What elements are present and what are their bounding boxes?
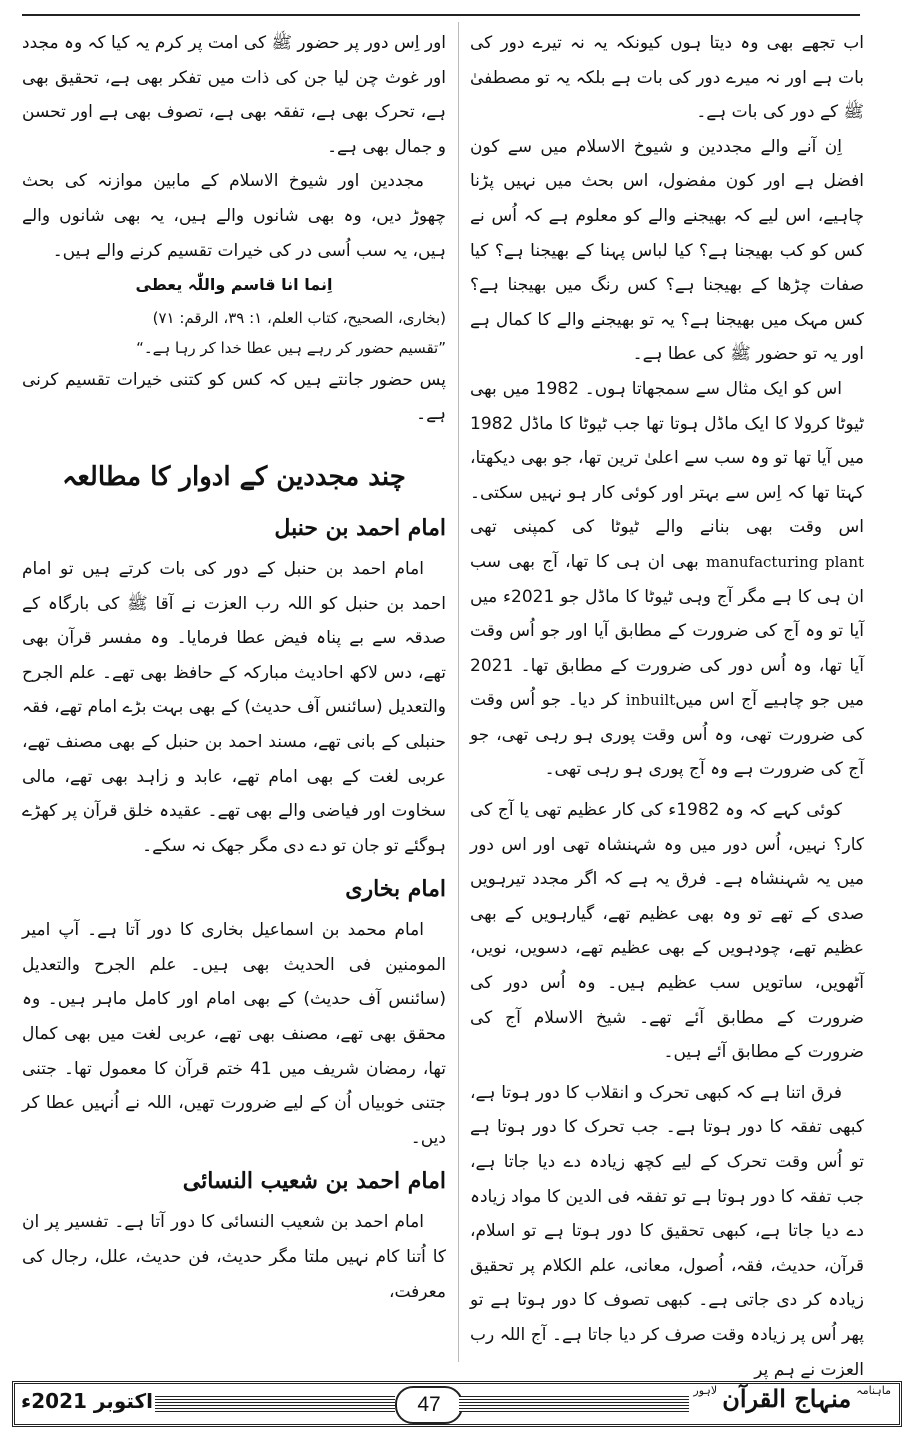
section-heading: چند مجددین کے ادوار کا مطالعہ bbox=[62, 461, 406, 492]
column-divider bbox=[458, 22, 459, 1362]
subheading-imam-nasai: امام احمد بن شعیب النسائی bbox=[182, 1168, 446, 1195]
paragraph-text: بھی ان ہی کا تھا، آج بھی سب ان ہی کا ہے مگر آج وہی ٹیوٹا کا ماڈل جو 2021ء میں آیا تو وہ آج کی ضرورت کے مطابق آیا اور جو اُس وقت آیا تھا، وہ اُس دور کی ضرورت کے مطابق تھا۔ 2021 میں جو چاہیے آج اس میں bbox=[470, 551, 865, 711]
left-column bbox=[22, 26, 446, 1362]
paragraph: اور اِس دور پر حضور ﷺ کی امت پر کرم یہ کیا کہ وہ مجدد اور غوث چن لیا جن کی ذات میں تفکر بھی ہے، تحقیق بھی ہے، تحرک بھی ہے، تفقہ بھی ہے، تصوف بھی ہے اور تحسن و جمال بھی ہے۔ bbox=[22, 33, 446, 157]
page-footer bbox=[12, 1381, 902, 1427]
paragraph: امام احمد بن حنبل کے دور کی بات کرتے ہیں تو امام احمد بن حنبل کو اللہ رب العزت نے آقا ﷺ کی بارگاہ کے صدقہ سے بے پناہ فیض عطا فرمایا۔ وہ مفسر قرآن بھی تھے، دس لاکھ احادیث مبارکہ کے حافظ بھی تھے۔ علم الجرح والتعدیل (سائنس آف حدیث) کے بھی بہت بڑے امام تھے، فقہ حنبلی کے بانی تھے، مسند احمد بن حنبل کے بھی مصنف تھے، عربی لغت کے بھی امام تھے، عابد و زاہد بھی تھے، مالی سخاوت اور فیاضی والے بھی تھے۔ عقیدہ خلق قرآن پر کھڑے ہوگئے تو جان تو دے دی مگر جھک نہ سکے۔ bbox=[22, 558, 446, 856]
paragraph: کوئی کہے کہ وہ 1982ء کی کار عظیم تھی یا آج کی کار؟ نہیں، اُس دور میں وہ شہنشاہ تھی اور اس دور میں یہ شہنشاہ ہے۔ فرق یہ ہے کہ اگر مجدد تیرہویں صدی کے تھے تو وہ بھی عظیم تھے، گیارہویں کے بھی عظیم تھے، چودہویں کے بھی عظیم تھے، دسویں، نویں، آٹھویں، ساتویں سب عظیم ہیں۔ وہ اُس دور کی ضرورت کے مطابق آئے تھے۔ شیخ الاسلام آج کی ضرورت کے مطابق آئے ہیں۔ bbox=[470, 800, 864, 1063]
page-number: 47 bbox=[395, 1386, 463, 1424]
paragraph: امام محمد بن اسماعیل بخاری کا دور آتا ہے۔ آپ امیر المومنین فی الحدیث بھی ہیں۔ علم الجرح والتعدیل (سائنس آف حدیث) کے بھی امام اور کامل ماہر ہیں۔ وہ محقق بھی تھے، مصنف بھی تھے، عربی لغت میں بھی کمال تھا، رمضان شریف میں 41 ختم قرآن کا معمول تھا۔ جتنی جتنی خوبیاں اُن کے لیے ضرورت تھیں، اللہ نے اُنہیں عطا کر دیں۔ bbox=[22, 920, 447, 1148]
paragraph: اب تجھے بھی وہ دیتا ہوں کیونکہ یہ نہ تیرے دور کی بات ہے اور نہ میرے دور کی بات ہے بلکہ یہ تو مصطفیٰ ﷺ کے دور کی بات ہے۔ bbox=[470, 33, 864, 123]
english-term: inbuilt bbox=[625, 691, 676, 710]
magazine-name: منہاج القرآن bbox=[722, 1384, 852, 1413]
magazine-label: ماہنامہ bbox=[856, 1384, 891, 1397]
paragraph: فرق اتنا ہے کہ کبھی تحرک و انقلاب کا دور ہوتا ہے، کبھی تفقہ کا دور ہوتا ہے۔ جب تحرک کا دور ہوتا ہے تو اُس وقت تحرک کے لیے کچھ زیادہ دے دیا جاتا ہے، جب تفقہ کا دور ہوتا ہے تو تفقہ فی الدین کا مواد زیادہ دے دیا جاتا ہے، کبھی تحقیق کا دور ہوتا ہے تو اسلام، قرآن، حدیث، فقہ، اُصول، معانی، علم الکلام پر تحقیق زیادہ کر دی جاتی ہے۔ کبھی تصوف کا دور ہوتا ہے تو پھر اُس پر زیادہ وقت صرف کر دیا جاتا ہے۔ آج اللہ رب العزت نے ہم پر bbox=[470, 1082, 864, 1380]
top-rule bbox=[22, 14, 860, 16]
paragraph bbox=[470, 372, 864, 787]
issue-date: اکتوبر 2021ء bbox=[21, 1389, 154, 1413]
paragraph: مجددین اور شیوخ الاسلام کے مابین موازنہ کی بحث چھوڑ دیں، وہ بھی شانوں والے ہیں، یہ بھی شانوں والے ہیں، یہ سب اُسی در کی خیرات تقسیم کرنے والے ہیں۔ bbox=[22, 171, 446, 261]
paragraph: اِن آنے والے مجددین و شیوخ الاسلام میں سے کون افضل ہے اور کون مفضول، اس بحث میں نہیں پڑنا چاہیے، اس لیے کہ بھیجنے والے کو معلوم ہے کہ اُس نے کس کو کب بھیجنا ہے؟ کیا لباس پہنا کے بھیجنا ہے؟ کیا صفات چڑھا کے بھیجنا ہے؟ کس رنگ میں بھیجنا ہے؟ کس مہک میں بھیجنا ہے؟ یہ تو بھیجنے والے کا کمال ہے اور یہ تو حضور ﷺ کی عطا ہے۔ bbox=[470, 136, 864, 365]
magazine-masthead bbox=[693, 1384, 891, 1413]
magazine-city: لاہور bbox=[693, 1384, 718, 1397]
paragraph-text: کر دیا۔ جو اُس وقت کی ضرورت تھی، وہ اُس وقت پوری ہو رہی تھی، جو آج کی ضرورت ہے وہ آج پوری ہو رہی تھی۔ bbox=[470, 690, 864, 780]
paragraph: پس حضور جانتے ہیں کہ کس کو کتنی خیرات تقسیم کرنی ہے۔ bbox=[22, 369, 446, 425]
hadith-translation: ”تقسیم حضور کر رہے ہیں عطا خدا کر رہا ہے۔“ bbox=[136, 338, 446, 357]
right-column bbox=[470, 26, 865, 1380]
subheading-imam-bukhari: امام بخاری bbox=[345, 876, 446, 903]
paragraph-text: اس کو ایک مثال سے سمجھاتا ہوں۔ 1982 میں بھی ٹیوٹا کرولا کا ایک ماڈل ہوتا تھا جب ٹیوٹا کا ماڈل 1982 میں آیا تھا تو وہ سب سے اعلیٰ ترین تھا، جو بھی دیکھتا، کہتا تھا کہ اِس سے بہتر اور کوئی کار ہو نہیں سکتی۔ اس وقت بھی بنانے والے ٹیوٹا کی کمپنی تھی bbox=[470, 378, 864, 538]
subheading-ahmad-bin-hanbal: امام احمد بن حنبل bbox=[274, 514, 446, 541]
hadith-citation: (بخاری، الصحیح، کتاب العلم، ۱: ۳۹، الرقم: ۷۱) bbox=[152, 308, 446, 327]
paragraph: امام احمد بن شعیب النسائی کا دور آتا ہے۔ تفسیر پر ان کا اُتنا کام نہیں ملتا مگر حدیث، فن حدیث، علل، رجال کی معرفت، bbox=[22, 1212, 446, 1302]
arabic-hadith-quote: اِنما انا قاسم واللّٰہ یعطی bbox=[135, 275, 333, 295]
footer-ornament bbox=[459, 1396, 689, 1412]
footer-ornament bbox=[155, 1396, 395, 1412]
english-term: manufacturing plant bbox=[706, 552, 865, 571]
